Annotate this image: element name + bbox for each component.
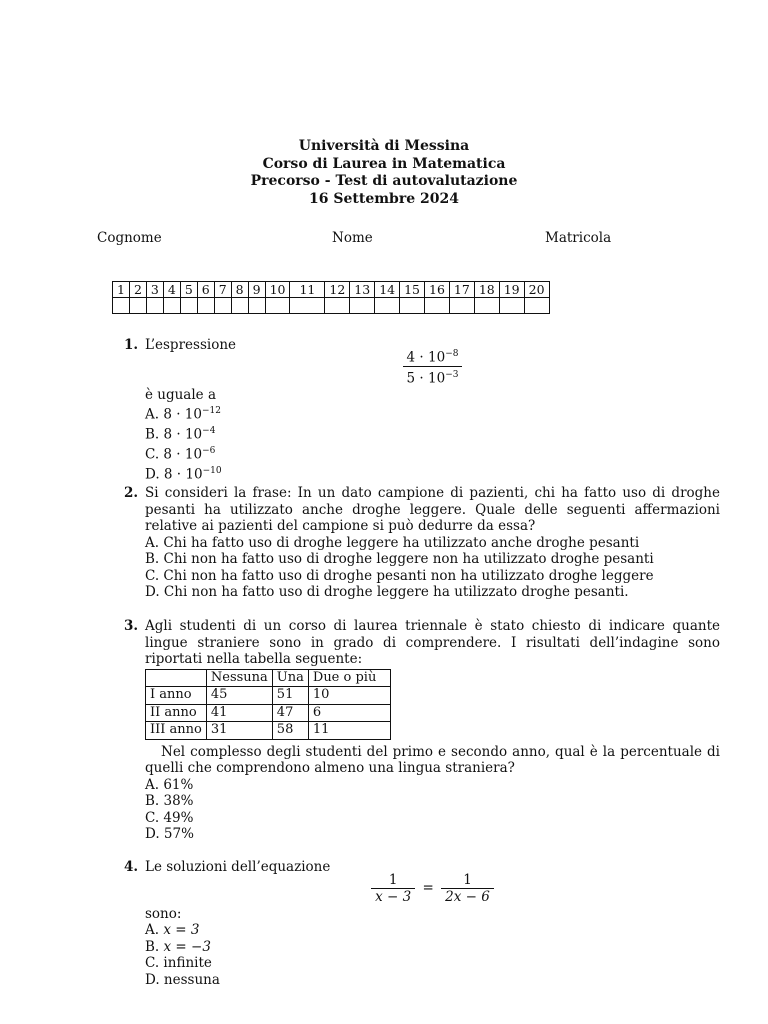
question-4: [124, 859, 720, 988]
document-header: [0, 138, 768, 208]
option-a[interactable]: [145, 403, 720, 423]
answer-cell[interactable]: [474, 298, 499, 314]
question-number: 1.: [124, 337, 139, 353]
option-label: D. nessuna: [145, 971, 220, 988]
question-number: 3.: [124, 618, 139, 634]
table-cell: II anno: [146, 704, 207, 722]
answer-grid-number: 17: [449, 282, 474, 298]
answer-cell[interactable]: [231, 298, 248, 314]
surname-label: Cognome: [97, 230, 162, 246]
option-label: B.: [145, 938, 164, 955]
option-math: x = −3: [163, 938, 211, 955]
answer-grid-number: 9: [248, 282, 265, 298]
answer-cell[interactable]: [265, 298, 290, 314]
table-row: [146, 704, 391, 722]
question-number: 2.: [124, 485, 139, 501]
answer-cell[interactable]: [163, 298, 180, 314]
table-header-cell: Una: [272, 669, 308, 687]
table-cell: 47: [272, 704, 308, 722]
table-cell: 51: [272, 687, 308, 705]
course-name: Corso di Laurea in Matematica: [262, 155, 506, 172]
option-label: D. 8 · 10: [145, 466, 203, 483]
answer-grid-number: 6: [197, 282, 214, 298]
question-text: Si consideri la frase: In un dato campione di pazienti, chi ha fatto uso di droghe pesanti ha utilizzato anche droghe leggere. Quale delle seguenti affermazioni relative ai pazienti del campione si può dedurre da essa?: [145, 485, 720, 534]
table-cell: I anno: [146, 687, 207, 705]
option-label: C. infinite: [145, 955, 212, 971]
answer-cell[interactable]: [350, 298, 375, 314]
denominator-exponent: −3: [445, 369, 459, 380]
answer-cell[interactable]: [248, 298, 265, 314]
answer-cell[interactable]: [449, 298, 474, 314]
option-a[interactable]: A. Chi ha fatto uso di droghe leggere ha utilizzato anche droghe pesanti: [145, 534, 640, 551]
option-b[interactable]: B. Chi non ha fatto uso di droghe leggere non ha utilizzato droghe pesanti: [145, 551, 654, 567]
option-c[interactable]: [145, 955, 720, 972]
answer-grid-numbers: [113, 282, 550, 298]
language-table: [145, 669, 391, 740]
table-row: [146, 722, 391, 740]
answer-cell[interactable]: [180, 298, 197, 314]
answer-cell[interactable]: [146, 298, 163, 314]
answer-grid-number: 13: [350, 282, 375, 298]
table-cell: III anno: [146, 722, 207, 740]
answer-grid-number: 19: [499, 282, 524, 298]
option-d[interactable]: D. 57%: [145, 826, 194, 842]
question-intro: Le soluzioni dell’equazione: [145, 859, 331, 875]
fraction-denominator: 5 · 10: [406, 370, 446, 386]
answer-grid-blank-row: [113, 298, 550, 314]
answer-cell[interactable]: [524, 298, 549, 314]
answer-grid-number: 4: [163, 282, 180, 298]
answer-cell[interactable]: [425, 298, 450, 314]
question-lead: sono:: [145, 905, 182, 922]
answer-cell[interactable]: [129, 298, 146, 314]
option-label: B. 8 · 10: [145, 426, 203, 443]
option-b[interactable]: B. 38%: [145, 793, 194, 809]
option-label: C. 8 · 10: [145, 446, 203, 463]
answer-cell[interactable]: [375, 298, 400, 314]
option-exponent: −6: [202, 446, 216, 456]
option-a[interactable]: [145, 922, 720, 939]
table-cell: 45: [206, 687, 272, 705]
answer-grid-number: 1: [113, 282, 130, 298]
option-label: A. 8 · 10: [145, 406, 202, 423]
rhs-denominator: 2x − 6: [441, 888, 494, 906]
option-d[interactable]: [145, 972, 720, 989]
answer-cell[interactable]: [214, 298, 231, 314]
answer-grid-number: 20: [524, 282, 549, 298]
test-date: 16 Settembre 2024: [309, 190, 459, 207]
option-d[interactable]: [145, 463, 720, 483]
name-label: Nome: [332, 230, 373, 246]
answer-cell[interactable]: [325, 298, 350, 314]
answer-grid-number: 15: [400, 282, 425, 298]
option-d[interactable]: D. Chi non ha fatto uso di droghe leggere ha utilizzato droghe pesanti.: [145, 584, 629, 600]
table-cell: 11: [308, 722, 390, 740]
question-number: 4.: [124, 859, 139, 875]
table-header-cell: [146, 669, 207, 687]
test-title: Precorso - Test di autovalutazione: [250, 173, 518, 189]
table-row: [146, 687, 391, 705]
answer-grid-number: 5: [180, 282, 197, 298]
answer-grid-number: 18: [474, 282, 499, 298]
answer-grid-number: 14: [375, 282, 400, 298]
answer-grid-number: 11: [290, 282, 325, 298]
answer-cell[interactable]: [113, 298, 130, 314]
answer-grid-number: 7: [214, 282, 231, 298]
table-cell: 10: [308, 687, 390, 705]
table-header-row: [146, 669, 391, 687]
equation: [145, 872, 720, 906]
option-label: A.: [145, 922, 164, 938]
rhs-numerator: 1: [463, 871, 472, 888]
answer-grid: [112, 281, 550, 314]
answer-grid-number: 12: [325, 282, 350, 298]
answer-cell[interactable]: [400, 298, 425, 314]
option-b[interactable]: [145, 939, 720, 956]
option-a[interactable]: A. 61%: [145, 776, 194, 793]
question-intro: L’espressione: [145, 337, 237, 353]
table-header-cell: Nessuna: [206, 669, 272, 687]
answer-grid-number: 3: [146, 282, 163, 298]
table-cell: 58: [272, 722, 308, 740]
university-name: Università di Messina: [298, 138, 470, 154]
question-3: [124, 618, 720, 843]
answer-cell[interactable]: [499, 298, 524, 314]
numerator-exponent: −8: [445, 348, 459, 359]
table-cell: 41: [206, 704, 272, 722]
answer-cell[interactable]: [197, 298, 214, 314]
table-header-cell: Due o più: [308, 669, 390, 687]
question-text: Agli studenti di un corso di laurea triennale è stato chiesto di indicare quante lingue straniere sono in grado di comprendere. I risultati dell’indagine sono riportati nella tabella seguente:: [145, 618, 720, 667]
option-math: x = 3: [163, 922, 200, 938]
answer-grid-number: 2: [129, 282, 146, 298]
option-exponent: −10: [202, 466, 222, 476]
matricola-label: Matricola: [545, 230, 612, 246]
option-b[interactable]: [145, 423, 720, 443]
option-c[interactable]: C. 49%: [145, 809, 194, 826]
option-c[interactable]: [145, 443, 720, 463]
option-exponent: −4: [202, 426, 216, 436]
answer-cell[interactable]: [290, 298, 325, 314]
option-exponent: −12: [201, 406, 221, 416]
question-lead: è uguale a: [145, 386, 217, 403]
equals-sign: =: [422, 880, 434, 897]
question-followup: Nel complesso degli studenti del primo e secondo anno, qual è la percentuale di quelli che comprendono almeno una lingua straniera?: [145, 743, 720, 776]
option-c[interactable]: C. Chi non ha fatto uso di droghe pesanti non ha utilizzato droghe leggere: [145, 567, 654, 584]
question-2: [124, 485, 720, 601]
question-1: [124, 337, 720, 483]
answer-grid-number: 8: [231, 282, 248, 298]
fraction-numerator: 4 · 10: [406, 349, 446, 365]
answer-grid-number: 10: [265, 282, 290, 298]
table-cell: 31: [206, 722, 272, 740]
lhs-numerator: 1: [388, 871, 398, 888]
answer-grid-number: 16: [425, 282, 450, 298]
lhs-denominator: x − 3: [371, 888, 415, 906]
table-cell: 6: [308, 704, 390, 722]
